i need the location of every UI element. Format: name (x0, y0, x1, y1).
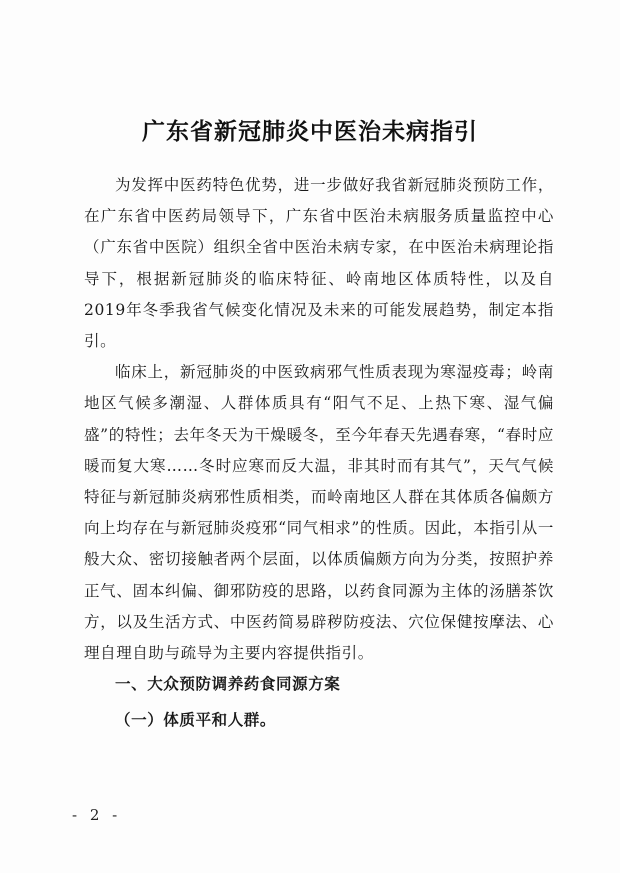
section-heading: 一、大众预防调养药食同源方案 (115, 675, 341, 694)
paragraph-intro: 为发挥中医药特色优势，进一步做好我省新冠肺炎预防工作，在广东省中医药局领导下，广东省中医治未病服务质量监控中心（广东省中医院）组织全省中医治未病专家，在中医治未病理论指导下，根据新冠肺炎的临床特征、岭南地区体质特性，以及自2019年冬季我省气候变化情况及未来的可能发展趋势，制定本指引。 (84, 176, 554, 351)
document-body (84, 170, 554, 736)
subsection-heading: （一）体质平和人群。 (115, 710, 277, 730)
paragraph-clinical: 临床上，新冠肺炎的中医致病邪气性质表现为寒湿疫毒；岭南地区气候多潮湿、人群体质具有“阳气不足、上热下寒、湿气偏盛”的特性；去年冬天为干燥暖冬，至今年春天先遇春寒，“春时应暖而复大寒……冬时应寒而反大温，非其时而有其气”，天气气候特征与新冠肺炎病邪性质相类，而岭南地区人群在其体质各偏颇方向上均存在与新冠肺炎疫邪“同气相求”的性质。因此，本指引从一般大众、密切接触者两个层面，以体质偏颇方向为分类，按照护养正气、固本纠偏、御邪防疫的思路，以药食同源为主体的汤膳茶饮方，以及生活方式、中医药简易辟秽防疫法、穴位保健按摩法、心理自理自助与疏导为主要内容提供指引。 (84, 363, 554, 663)
document-title: 广东省新冠肺炎中医治未病指引 (142, 119, 478, 145)
page-number: - 2 - (72, 806, 122, 824)
